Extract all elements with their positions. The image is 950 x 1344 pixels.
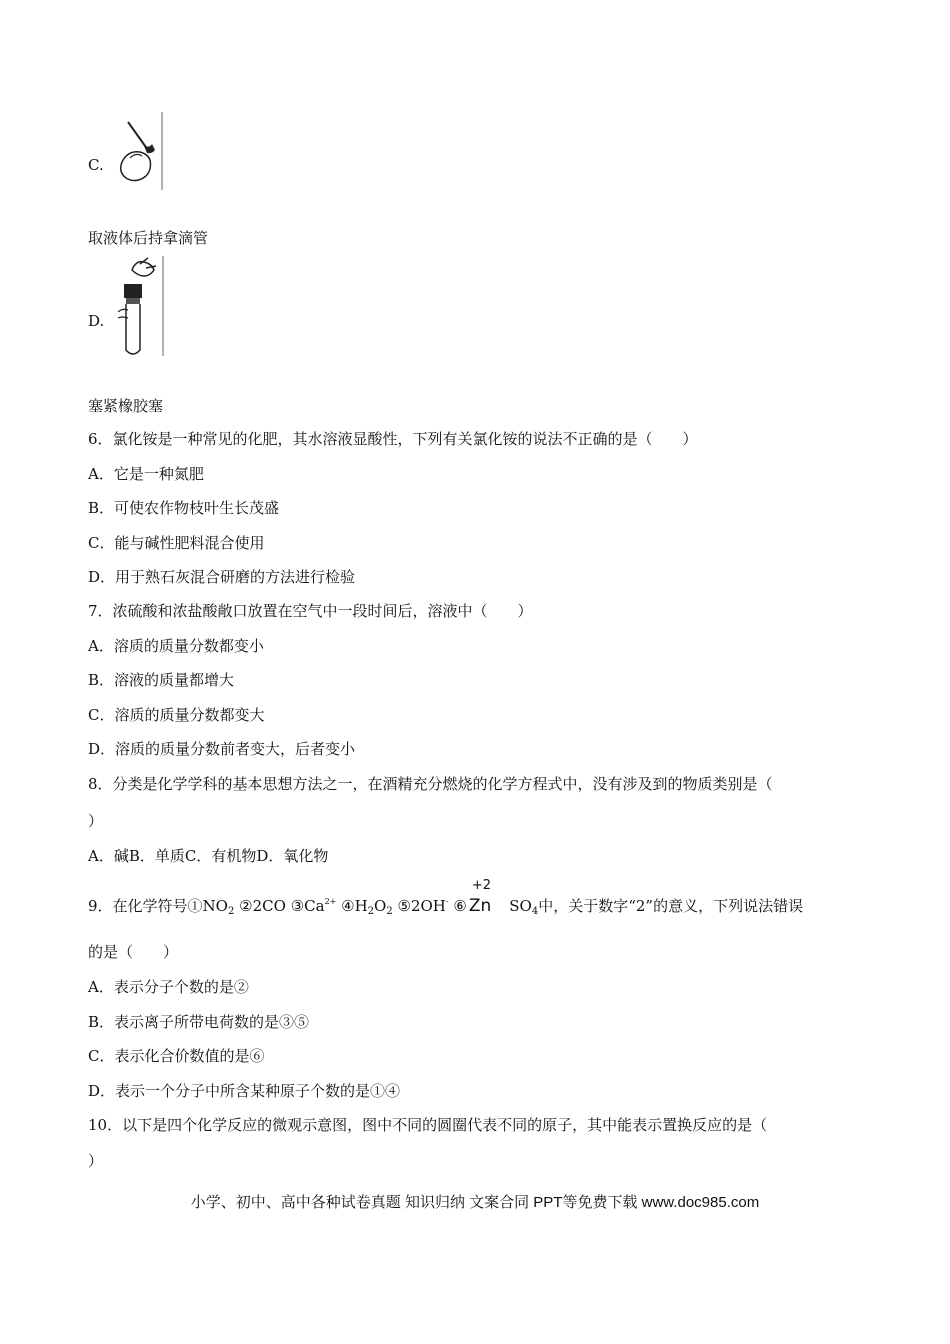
question-6-option-d: D．用于熟石灰混合研磨的方法进行检验 [88,568,356,586]
option-c-caption: 取液体后持拿滴管 [88,229,209,247]
q9-six: ⑥ [453,897,467,915]
question-9-option-c: C．表示化合价数值的是⑥ [88,1047,265,1065]
question-10-stem-line1: 10．以下是四个化学反应的微观示意图，图中不同的圆圈代表不同的原子，其中能表示置换反应的是（ [88,1116,768,1134]
q9-zn-symbol [468,878,492,916]
question-6-option-b: B．可使农作物枝叶生长茂盛 [88,499,280,517]
question-9-stem-line2: 的是（ ） [88,943,179,961]
q9-so4-subscript: 4 [531,906,539,917]
question-7-option-c: C．溶质的质量分数都变大 [88,706,265,724]
test-tube-stopper-figure [110,256,168,360]
q9-no2: NO [202,897,228,915]
q9-prefix: 9．在化学符号① [88,897,203,915]
q9-oh-superscript: - [445,897,449,906]
q9-no2-subscript: 2 [227,906,235,917]
question-6-option-a: A．它是一种氮肥 [88,465,204,483]
page-footer: 小学、初中、高中各种试卷真题 知识归纳 文案合同 PPT等免费下载 www.doc985.com [190,1194,760,1211]
question-6-option-c: C．能与碱性肥料混合使用 [88,534,265,552]
question-9-stem-line1 [88,878,804,922]
q9-so4: SO [509,897,532,915]
dropper-holding-figure [112,112,168,192]
q9-h2o2-h: ④H [341,897,368,915]
option-c-label: C. [88,156,104,174]
question-9-option-b: B．表示离子所带电荷数的是③⑤ [88,1013,310,1031]
q9-h2o2-sub2: 2 [386,906,393,917]
question-8-stem-line1: 8．分类是化学学科的基本思想方法之一，在酒精充分燃烧的化学方程式中，没有涉及到的物质类别是（ [88,775,773,793]
question-7-option-d: D．溶质的质量分数前者变大，后者变小 [88,740,356,758]
question-8-stem-line2: ） [88,812,104,830]
question-9-option-a: A．表示分子个数的是② [88,978,249,996]
question-9-option-d: D．表示一个分子中所含某种原子个数的是①④ [88,1082,401,1100]
question-8-options: A．碱B．单质C．有机物D．氧化物 [88,847,329,865]
q9-ca-superscript: 2+ [324,897,337,906]
q9-oh: ⑤2OH [397,897,446,915]
q9-ca: ③Ca [290,897,325,915]
q9-h2o2-o: O [374,897,387,915]
option-d-label: D. [88,312,105,330]
q9-zn-valence: +2 [471,878,491,893]
question-7-stem: 7．浓硫酸和浓盐酸敞口放置在空气中一段时间后，溶液中（ ） [88,602,533,620]
question-10-stem-line2: ） [88,1152,104,1170]
question-6-stem: 6．氯化铵是一种常见的化肥，其水溶液显酸性，下列有关氯化铵的说法不正确的是（ ） [88,430,698,448]
q9-zn-text: Zn [468,896,492,916]
q9-suffix: 中，关于数字“2”的意义，下列说法错误 [538,897,804,915]
question-7-option-b: B．溶液的质量都增大 [88,671,235,689]
q9-co: ②2CO [239,897,286,915]
q9-h2o2-sub1: 2 [367,906,375,917]
option-d-caption: 塞紧橡胶塞 [88,397,164,415]
question-7-option-a: A．溶质的质量分数都变小 [88,637,264,655]
